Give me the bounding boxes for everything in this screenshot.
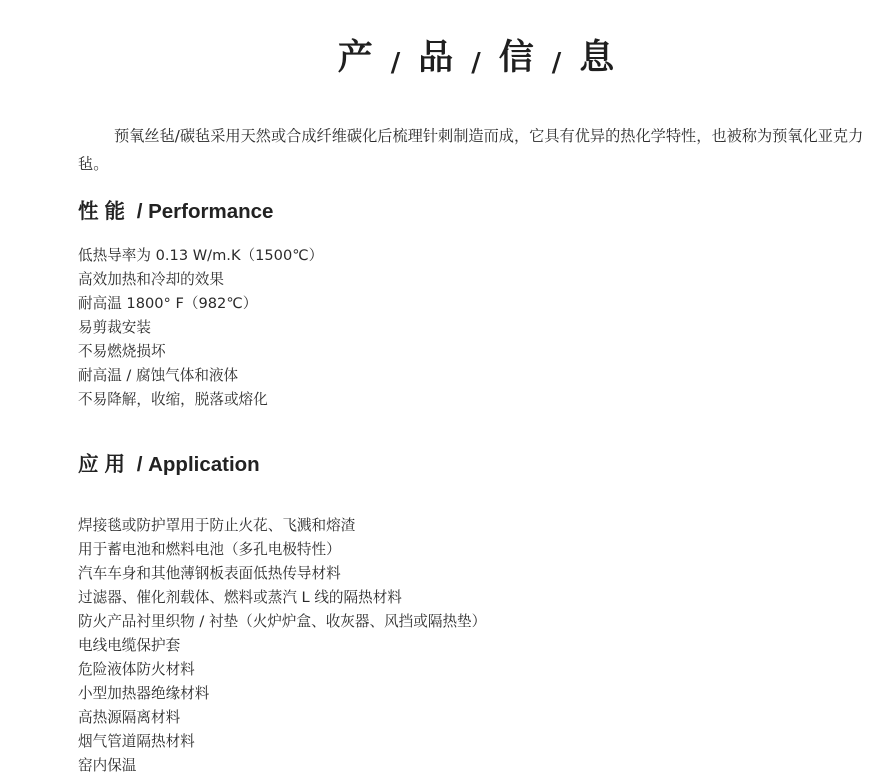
application-item: 用于蓄电池和燃料电池（多孔电极特性）: [78, 541, 341, 558]
performance-item: 不易降解，收缩，脱落或熔化: [78, 391, 268, 408]
performance-item: 不易燃烧损坏: [78, 343, 166, 360]
application-item: 防火产品衬里织物 / 衬垫（火炉炉盒、收灰器、风挡或隔热垫）: [78, 613, 487, 630]
performance-item: 耐高温 / 腐蚀气体和液体: [78, 367, 239, 384]
title-char: 信: [498, 37, 534, 79]
application-heading-zh: 应用: [78, 453, 131, 476]
performance-heading-en: / Performance: [136, 200, 274, 223]
performance-heading: [78, 199, 273, 225]
performance-list: [78, 244, 323, 412]
performance-item: 低热导率为 0.13 W/m.K（1500℃）: [78, 247, 324, 264]
application-item: 窑内保温: [78, 757, 137, 774]
application-item: 电线电缆保护套: [78, 637, 181, 654]
application-list: [78, 514, 486, 778]
title-char: 产: [337, 37, 373, 79]
performance-item: 高效加热和冷却的效果: [78, 271, 224, 288]
application-item: 危险液体防火材料: [78, 661, 195, 678]
application-heading: [78, 452, 260, 478]
intro-paragraph: 预氧丝毡/碳毡采用天然或合成纤维碳化后梳理针刺制造而成，它具有优异的热化学特性，也被称为预氧化亚克力毡。: [78, 127, 864, 173]
title-separator: /: [390, 48, 401, 79]
title-separator: /: [471, 48, 481, 79]
title-char: 息: [579, 37, 615, 79]
performance-item: 耐高温 1800° F（982℃）: [78, 295, 258, 312]
application-item: 高热源隔离材料: [78, 709, 181, 726]
performance-item: 易剪裁安装: [78, 319, 151, 336]
application-item: 烟气管道隔热材料: [78, 733, 195, 750]
title-char: 品: [418, 37, 454, 79]
application-heading-en: / Application: [136, 453, 260, 476]
application-item: 过滤器、催化剂载体、燃料或蒸汽 L 线的隔热材料: [78, 589, 402, 606]
application-item: 汽车车身和其他薄钢板表面低热传导材料: [78, 565, 341, 582]
application-item: 焊接毯或防护罩用于防止火花、飞溅和熔渣: [78, 517, 356, 534]
title-separator: /: [551, 48, 562, 79]
page-title: [0, 37, 874, 84]
performance-heading-zh: 性能: [78, 200, 131, 223]
application-item: 小型加热器绝缘材料: [78, 685, 210, 702]
